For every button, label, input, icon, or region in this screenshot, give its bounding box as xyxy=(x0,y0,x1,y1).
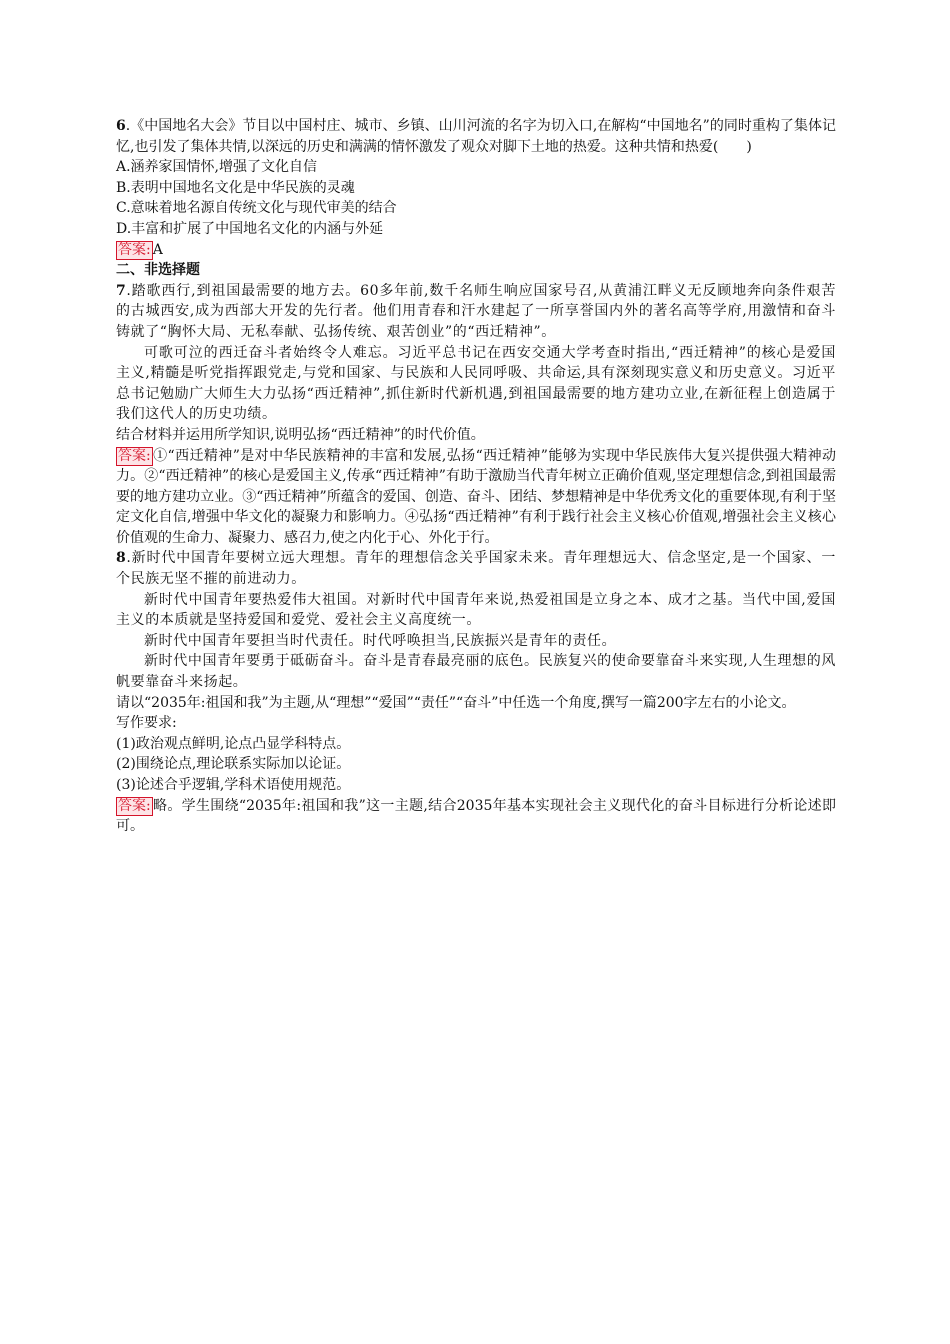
question-7-material-2: 可歌可泣的西迁奋斗者始终令人难忘。习近平总书记在西安交通大学考查时指出,“西迁精神”的核心是爱国主义,精髓是听党指挥跟党走,与党和国家、与民族和人民同呼吸、共命运,具有深刻现实意义和历史意义。习近平总书记勉励广大师生大力弘扬“西迁精神”,抓住新时代新机遇,到祖国最需要的地方建功立业,在新征程上创造属于我们这代人的历史功绩。 xyxy=(116,344,836,423)
material-text: .新时代中国青年要树立远大理想。青年的理想信念关乎国家未来。青年理想远大、信念坚定,是一个国家、一个民族无坚不摧的前进动力。 xyxy=(116,550,836,588)
question-6-stem xyxy=(116,116,836,157)
question-7-material-1 xyxy=(116,281,836,343)
requirement-1: (1)政治观点鲜明,论点凸显学科特点。 xyxy=(116,735,351,752)
answer-text: A xyxy=(152,241,163,258)
option-b: B.表明中国地名文化是中华民族的灵魂 xyxy=(116,179,355,196)
answer-7 xyxy=(116,446,836,549)
answer-text: 略。学生围绕“2035年:祖国和我”这一主题,结合2035年基本实现社会主义现代化的奋斗目标进行分析论述即可。 xyxy=(116,797,836,835)
answer-badge: 答案: xyxy=(118,241,151,258)
question-8-material-3: 新时代中国青年要担当时代责任。时代呼唤担当,民族振兴是青年的责任。 xyxy=(144,632,617,649)
question-7-prompt: 结合材料并运用所学知识,说明弘扬“西迁精神”的时代价值。 xyxy=(116,426,485,443)
document-page xyxy=(116,116,836,837)
question-number: 7 xyxy=(116,282,127,299)
answer-badge: 答案: xyxy=(118,797,151,814)
section-title: 二、非选择题 xyxy=(116,262,200,279)
requirement-3: (3)论述合乎逻辑,学科术语使用规范。 xyxy=(116,777,351,793)
question-number: 6 xyxy=(116,118,126,134)
question-number: 8 xyxy=(116,550,127,567)
answer-text: ①“西迁精神”是对中华民族精神的丰富和发展,弘扬“西迁精神”能够为实现中华民族伟大复兴提供强大精神动力。②“西迁精神”的核心是爱国主义,传承“西迁精神”有助于激励当代青年树立正确价值观,坚定理想信念,到祖国最需要的地方建功立业。③“西迁精神”所蕴含的爱国、创造、奋斗、团结、梦想精神是中华优秀文化的重要体现,有利于坚定文化自信,增强中华文化的凝聚力和影响力。④弘扬“西迁精神”有利于践行社会主义核心价值观,增强社会主义核心价值观的生命力、凝聚力、感召力,使之内化于心、外化于行。 xyxy=(116,447,836,546)
question-8-material-2: 新时代中国青年要热爱伟大祖国。对新时代中国青年来说,热爱祖国是立身之本、成才之基。当代中国,爱国主义的本质就是坚持爱国和爱党、爱社会主义高度统一。 xyxy=(116,591,836,629)
answer-badge: 答案: xyxy=(118,447,151,464)
answer-6 xyxy=(116,240,836,261)
option-a: A.涵养家国情怀,增强了文化自信 xyxy=(116,159,318,176)
question-8-prompt: 请以“2035年:祖国和我”为主题,从“理想”“爱国”“责任”“奋斗”中任选一个角度,撰写一篇200字左右的小论文。 xyxy=(116,694,796,711)
question-8-material-1 xyxy=(116,548,836,589)
question-text: .《中国地名大会》节目以中国村庄、城市、乡镇、山川河流的名字为切入口,在解构“中国地名”的同时重构了集体记忆,也引发了集体共情,以深远的历史和满满的情怀激发了观众对脚下土地的热爱。这种共情和热爱( ) xyxy=(116,118,836,155)
material-text: .踏歌西行,到祖国最需要的地方去。60多年前,数千名师生响应国家号召,从黄浦江畔义无反顾地奔向条件艰苦的古城西安,成为西部大开发的先行者。他们用青春和汗水建起了一所享誉国内外的著名高等学府,用激情和奋斗铸就了“胸怀大局、无私奉献、弘扬传统、艰苦创业”的“西迁精神”。 xyxy=(116,282,836,340)
requirements-title: 写作要求: xyxy=(116,715,177,732)
option-c: C.意味着地名源自传统文化与现代审美的结合 xyxy=(116,200,397,217)
option-d: D.丰富和扩展了中国地名文化的内涵与外延 xyxy=(116,220,384,237)
question-8-material-4: 新时代中国青年要勇于砥砺奋斗。奋斗是青春最亮丽的底色。民族复兴的使命要靠奋斗来实现,人生理想的风帆要靠奋斗来扬起。 xyxy=(116,653,836,691)
requirement-2: (2)围绕论点,理论联系实际加以论证。 xyxy=(116,756,351,773)
answer-8 xyxy=(116,796,836,837)
